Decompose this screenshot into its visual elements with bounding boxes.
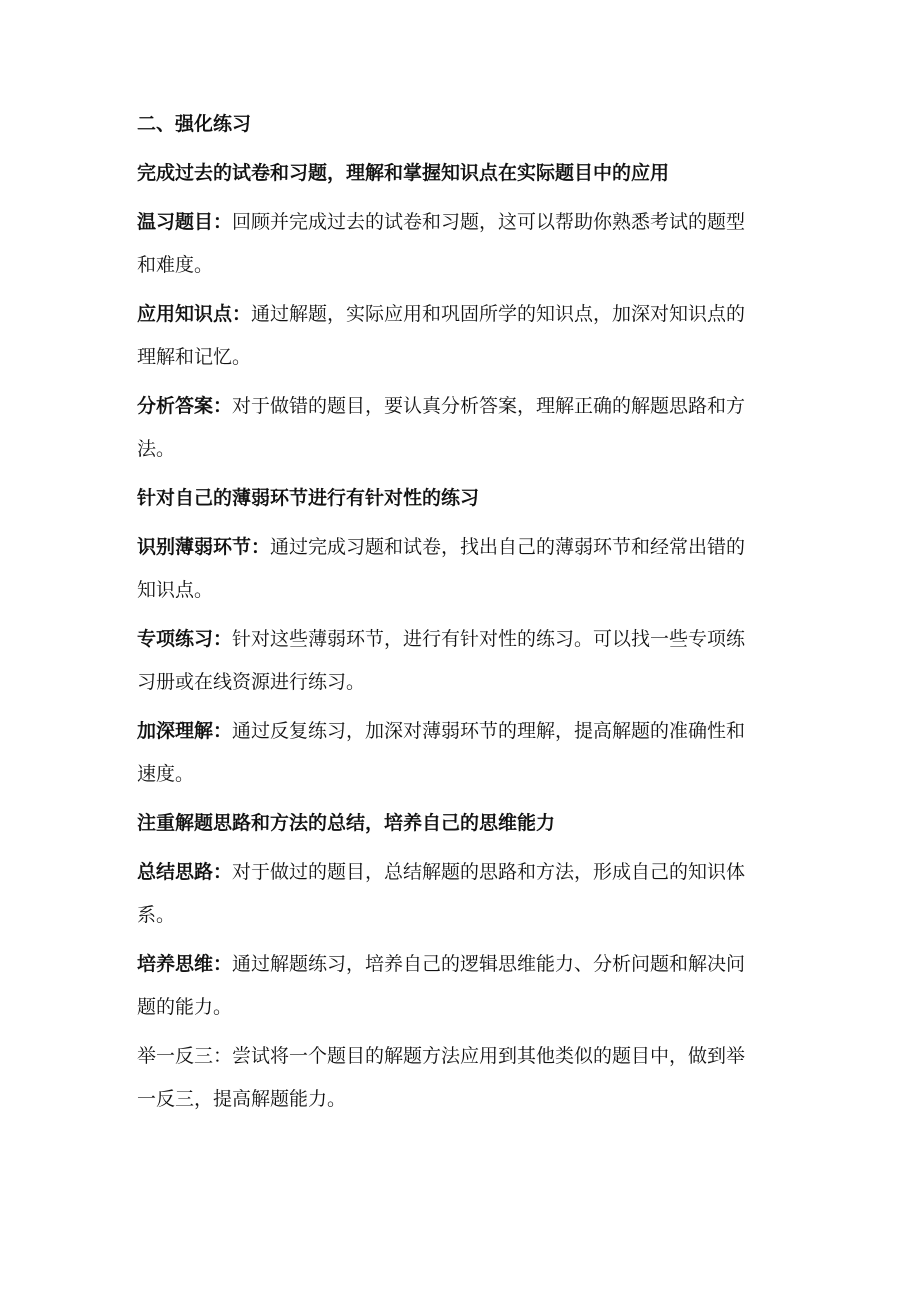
item-label: 识别薄弱环节： bbox=[137, 536, 271, 558]
item-text-line1: 针对这些薄弱环节，进行有针对性的练习。可以找一些专项练 bbox=[232, 628, 746, 650]
list-item bbox=[137, 394, 785, 461]
document-page bbox=[137, 112, 785, 1111]
item-label: 温习题目： bbox=[137, 211, 233, 233]
item-text-line1: 通过完成习题和试卷，找出自己的薄弱环节和经常出错的 bbox=[270, 536, 746, 558]
item-label: 举一反三： bbox=[137, 1045, 233, 1067]
item-text-line1: 通过解题练习，培养自己的逻辑思维能力、分析问题和解决问 bbox=[232, 953, 746, 975]
item-text-line1: 尝试将一个题目的解题方法应用到其他类似的题目中，做到举 bbox=[232, 1045, 746, 1067]
item-text-line2: 习册或在线资源进行练习。 bbox=[137, 671, 366, 693]
list-item bbox=[137, 302, 785, 369]
section-title: 二、强化练习 bbox=[137, 113, 252, 135]
item-text-line2: 系。 bbox=[137, 904, 176, 926]
item-label: 加深理解： bbox=[137, 720, 233, 742]
item-text-line1: 对于做过的题目，总结解题的思路和方法，形成自己的知识体 bbox=[232, 861, 746, 883]
item-label: 培养思维： bbox=[137, 953, 233, 975]
item-text-line2: 知识点。 bbox=[137, 579, 214, 601]
group-heading-3: 注重解题思路和方法的总结，培养自己的思维能力 bbox=[137, 812, 556, 834]
list-item bbox=[137, 1044, 785, 1111]
item-label: 应用知识点： bbox=[137, 303, 252, 325]
item-text-line1: 通过解题，实际应用和巩固所学的知识点，加深对知识点的 bbox=[251, 303, 746, 325]
item-text-line1: 对于做错的题目，要认真分析答案，理解正确的解题思路和方 bbox=[232, 395, 746, 417]
group-heading-1: 完成过去的试卷和习题，理解和掌握知识点在实际题目中的应用 bbox=[137, 162, 670, 184]
list-item bbox=[137, 627, 785, 694]
item-label: 总结思路： bbox=[137, 861, 233, 883]
group-heading-2: 针对自己的薄弱环节进行有针对性的练习 bbox=[137, 487, 480, 509]
item-text-line2: 题的能力。 bbox=[137, 996, 233, 1018]
list-item bbox=[137, 210, 785, 277]
list-item bbox=[137, 860, 785, 927]
list-item bbox=[137, 719, 785, 786]
item-text-line2: 和难度。 bbox=[137, 254, 214, 276]
item-label: 专项练习： bbox=[137, 628, 233, 650]
item-text-line2: 法。 bbox=[137, 438, 176, 460]
item-text-line1: 通过反复练习，加深对薄弱环节的理解，提高解题的准确性和 bbox=[232, 720, 746, 742]
item-text-line2: 理解和记忆。 bbox=[137, 346, 252, 368]
item-text-line2: 一反三，提高解题能力。 bbox=[137, 1088, 347, 1110]
list-item bbox=[137, 535, 785, 602]
list-item bbox=[137, 952, 785, 1019]
item-label: 分析答案： bbox=[137, 395, 233, 417]
item-text-line1: 回顾并完成过去的试卷和习题，这可以帮助你熟悉考试的题型 bbox=[232, 211, 746, 233]
item-text-line2: 速度。 bbox=[137, 763, 195, 785]
